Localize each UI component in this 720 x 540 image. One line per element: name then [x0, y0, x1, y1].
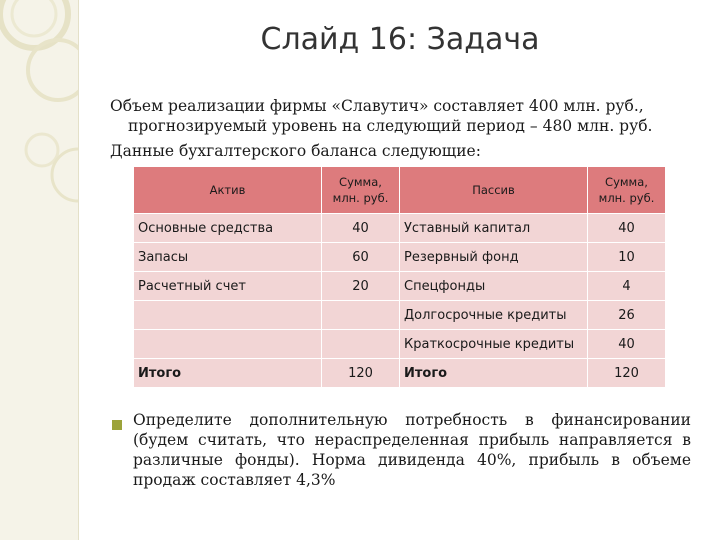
asset-total-value: 120: [322, 359, 400, 388]
intro-paragraph: [110, 96, 690, 136]
task-paragraph: Определите дополнительную потребность в финансировании (будем считать, что нераспределенная прибыль направляется в различные фонды). Норма дивиденда 40%, прибыль в объеме продаж составляет 4,3%: [133, 411, 691, 489]
liability-sum-cell: 4: [588, 272, 666, 301]
asset-sum-cell: 60: [322, 243, 400, 272]
asset-cell: Основные средства: [134, 214, 322, 243]
asset-sum-cell: [322, 330, 400, 359]
intro-line-2: прогнозируемый уровень на следующий период – 480 млн. руб.: [128, 117, 653, 135]
table-row: [134, 272, 666, 301]
asset-cell: Запасы: [134, 243, 322, 272]
asset-sum-cell: 40: [322, 214, 400, 243]
liability-total-value: 120: [588, 359, 666, 388]
liability-sum-cell: 26: [588, 301, 666, 330]
liability-sum-cell: 40: [588, 214, 666, 243]
liability-cell: Долгосрочные кредиты: [400, 301, 588, 330]
intro-line-1: Объем реализации фирмы «Славутич» составляет 400 млн. руб.,: [110, 97, 644, 115]
header-liability-sum: Сумма, млн. руб.: [588, 167, 666, 214]
liability-cell: Краткосрочные кредиты: [400, 330, 588, 359]
asset-total-label: Итого: [134, 359, 322, 388]
liability-cell: Спецфонды: [400, 272, 588, 301]
header-liability: Пассив: [400, 167, 588, 214]
table-row: [134, 330, 666, 359]
bullet-square-icon: [112, 420, 122, 430]
header-asset-sum: Сумма, млн. руб.: [322, 167, 400, 214]
table-row: [134, 243, 666, 272]
balance-table: [133, 166, 666, 388]
decorative-sidebar: [0, 0, 79, 540]
asset-cell: Расчетный счет: [134, 272, 322, 301]
asset-cell: [134, 301, 322, 330]
liability-total-label: Итого: [400, 359, 588, 388]
table-header-row: [134, 167, 666, 214]
decorative-circles-graphic: [0, 0, 78, 540]
liability-cell: Уставный капитал: [400, 214, 588, 243]
liability-sum-cell: 40: [588, 330, 666, 359]
table-row: [134, 301, 666, 330]
asset-cell: [134, 330, 322, 359]
liability-cell: Резервный фонд: [400, 243, 588, 272]
asset-sum-cell: 20: [322, 272, 400, 301]
slide-title: Слайд 16: Задача: [260, 22, 540, 57]
table-total-row: [134, 359, 666, 388]
liability-sum-cell: 10: [588, 243, 666, 272]
table-row: [134, 214, 666, 243]
balance-caption: Данные бухгалтерского баланса следующие:: [110, 142, 481, 160]
header-asset: Актив: [134, 167, 322, 214]
asset-sum-cell: [322, 301, 400, 330]
